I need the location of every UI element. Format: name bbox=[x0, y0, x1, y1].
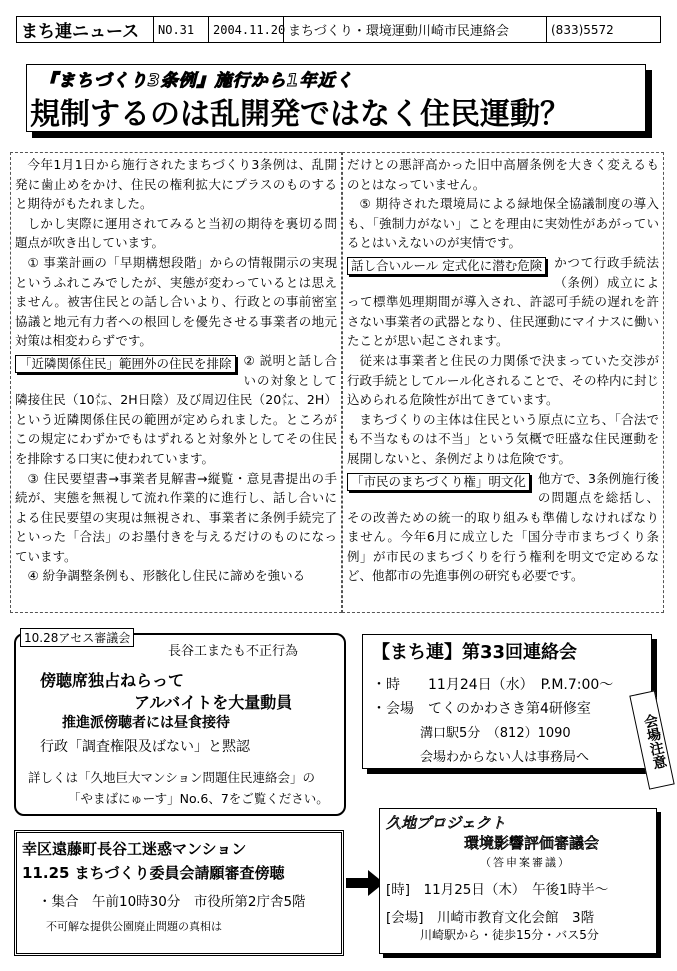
paragraph: ② 説明と話し合いの対象として隣接住民（10㍍、2H日陰）及び周辺住民（20㍍、2H）という近隣関係住民の範囲が定められました。ところがこの規定にわずかでもはずれると対象外としてその住民を排除する口実に使われています。 bbox=[15, 352, 337, 466]
meeting-time: ・時 11月24日（水） P.M.7:00～ bbox=[372, 677, 614, 693]
assessment-line: 詳しくは「久地巨大マンション問題住民連絡会」の bbox=[28, 770, 315, 785]
environment-line: （答申案審議） bbox=[480, 856, 571, 869]
paragraph: ⑤ 期待された環境局による緑地保全協議制度の導入も、「強制力がない」ことを理由に実効性があがっているとはいえないのが実情です。 bbox=[347, 196, 659, 251]
issue-date: 2004.11.20 bbox=[209, 17, 284, 42]
paragraph: 従来は事業者と住民の力関係で決まっていた交渉が行政手続としてルール化されることで、その枠内に封じ込められる危険性が出てきています。 bbox=[347, 352, 660, 408]
paragraph: かつて行政手続法（条例）成立によって標準処理期間が導入され、許認可手続の遅れを許さない事業者の武器となり、住民運動にマイナスに働いたことが思い起こされます。 bbox=[347, 254, 659, 349]
section-heading-box: 「近隣関係住民」範囲外の住民を排除 bbox=[15, 355, 236, 373]
meeting-venue: ・会場 てくのかわさき第4研修室 bbox=[372, 701, 591, 717]
assessment-line: アルバイトを大量動員 bbox=[134, 693, 293, 712]
assessment-line: 推進派傍聴者には昼食接待 bbox=[62, 715, 230, 731]
section-heading-box: 話し合いルール 定式化に潜む危険 bbox=[347, 257, 546, 275]
phone-number: (833)5572 bbox=[551, 22, 614, 37]
paragraph: しかし実際に運用されてみると当初の期待を裏切る問題点が吹き出しています。 bbox=[15, 215, 337, 251]
paragraph: 今年1月1日から施行されたまちづくり3条例は、乱開発に歯止めをかけ、住民の権利拡大にプラスのものすると期待がもたれました。 bbox=[15, 157, 337, 212]
meeting-note: 会場わからない人は事務局へ bbox=[420, 750, 590, 765]
paragraph: だけとの悪評高かった旧中高層条例を大きく変えるものとはなっていません。 bbox=[347, 157, 659, 192]
assessment-heading: 長谷工またも不正行為 bbox=[168, 644, 299, 659]
venue-warning-stamp: 会場注意 bbox=[629, 690, 674, 789]
petition-line: 11.25 まちづくり委員会請願審査傍聴 bbox=[22, 864, 285, 882]
environment-line: [会場] 川崎市教育文化会館 3階 bbox=[386, 910, 595, 926]
environment-line: 川崎駅から・徒歩15分・バス5分 bbox=[420, 928, 599, 942]
meeting-title: 【まち連】第33回連絡会 bbox=[372, 642, 578, 663]
subtitle: 『まちづくり3条例』施行から1年近く bbox=[40, 71, 354, 91]
paragraph: ① 事業計画の「早期構想段階」からの情報開示の実現というふれこみでしたが、実態が変わっているとは思えません。被害住民との話し合いより、行政との事前密室協議と地元有力者への根回しを優先させる事業者の地元対策は相変わらずです。 bbox=[15, 254, 337, 349]
paragraph: 他方で、3条例施行後の問題点を総括し、その改善ための統一的取り組みも準備しなければなりません。今年6月に成立した「国分寺市まちづくり条例」が市民のまちづくりを行う権利を明文で定めるなど、他都市の先進事例の研究も必要です。 bbox=[347, 470, 659, 584]
paragraph: ④ 紛争調整条例も、形骸化し住民に諦めを強いる bbox=[27, 568, 306, 584]
headline: 規制するのは乱開発ではなく住民運動？ bbox=[30, 97, 570, 132]
paragraph: ③ 住民要望書→事業者見解書→縦覧・意見書提出の手続が、実態を無視して流れ作業的に進行し、話し合いによる住民要望の実現は無視され、事業者に条例手続完了といった「合法」のお墨付きを与えるだけのものになっています。 bbox=[15, 470, 337, 564]
paragraph: まちづくりの主体は住民という原点に立ち、「合法でも不当なものは不当」という気概で旺盛な住民運動を展開しないと、条例だよりは危険です。 bbox=[347, 411, 659, 466]
assessment-line: 行政「調査権限及ばない」と黙認 bbox=[40, 739, 250, 755]
right-column bbox=[342, 152, 664, 613]
assessment-line: 傍聴席独占ねらって bbox=[40, 671, 185, 690]
meeting-station: 溝口駅5分 （812）1090 bbox=[420, 726, 571, 741]
petition-line: 不可解な提供公園廃止問題の真相は bbox=[46, 920, 222, 933]
section-heading-box: 「市民のまちづくり権」明文化 bbox=[347, 473, 530, 491]
issue-number: NO.31 bbox=[154, 17, 209, 42]
petition-line: ・集合 午前10時30分 市役所第2庁舎5階 bbox=[38, 894, 306, 910]
environment-line: 環境影響評価審議会 bbox=[464, 834, 600, 852]
environment-line: [時] 11月25日（木） 午後1時半～ bbox=[386, 882, 609, 898]
assessment-tag: 10.28アセス審議会 bbox=[20, 628, 134, 647]
environment-line: 久地プロジェクト bbox=[386, 814, 506, 832]
masthead bbox=[16, 16, 661, 43]
petition-line: 幸区遠藤町長谷工迷惑マンション bbox=[22, 840, 247, 858]
left-column bbox=[10, 152, 342, 613]
assessment-line: 「やまばにゅーす」No.6、7をご覧ください。 bbox=[68, 791, 329, 806]
newsletter-name: まち連ニュース bbox=[17, 17, 154, 42]
organization-name: まちづくり・環境運動川崎市民連絡会 bbox=[284, 17, 547, 42]
